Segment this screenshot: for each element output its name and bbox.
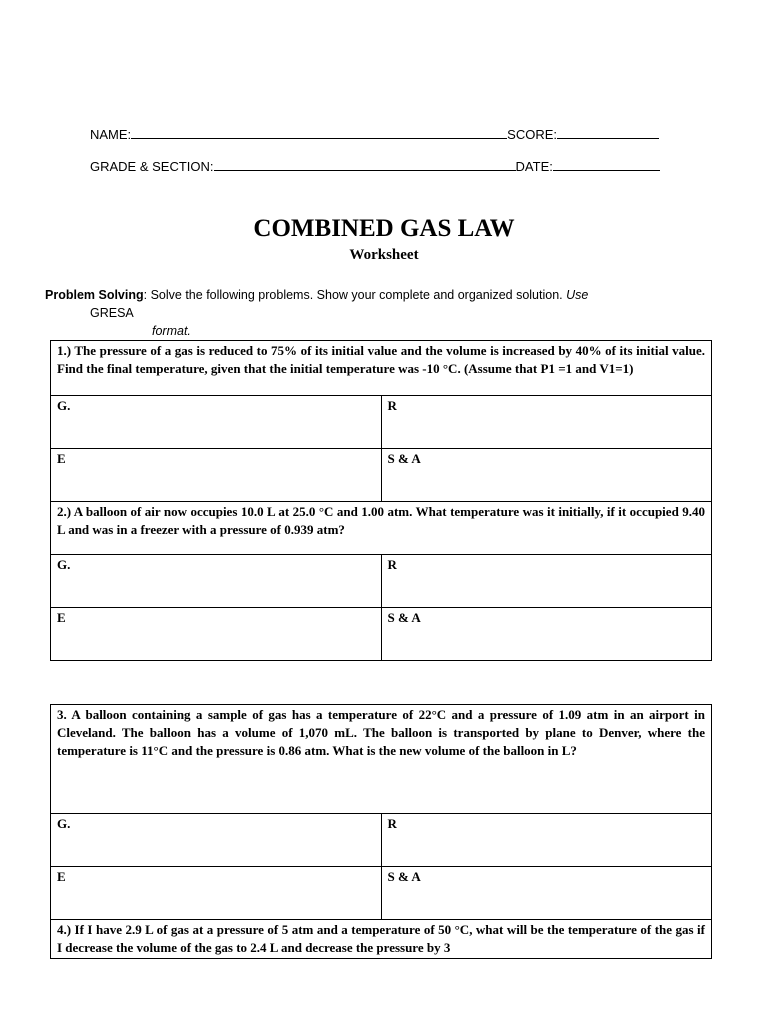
problem-3-row [51, 705, 712, 814]
given-label: G. [57, 557, 71, 572]
equation-cell[interactable] [51, 608, 382, 661]
given-label: G. [57, 816, 71, 831]
required-cell[interactable] [381, 555, 712, 608]
instructions-use: Use [566, 288, 589, 302]
grade-section-label: GRADE & SECTION: [90, 159, 214, 174]
problems-table-2 [50, 704, 712, 959]
instructions: Problem Solving: Solve the following problems. Show your complete and organized solution. Use GRESA format. [45, 286, 677, 340]
given-label: G. [57, 398, 71, 413]
required-label: R [387, 398, 397, 413]
required-label: R [387, 816, 397, 831]
grade-section-line [90, 158, 660, 174]
gresa-row [51, 396, 712, 449]
instructions-format: format. [152, 324, 191, 338]
instructions-heading: Problem Solving [45, 288, 144, 302]
equation-cell[interactable] [51, 867, 382, 920]
date-field[interactable] [553, 158, 660, 171]
solution-answer-cell[interactable] [381, 867, 712, 920]
page-title: COMBINED GAS LAW [253, 215, 515, 242]
solution-answer-label: S & A [387, 610, 421, 625]
gresa-row [51, 555, 712, 608]
problem-4-row [51, 920, 712, 959]
equation-label: E [57, 869, 66, 884]
equation-cell[interactable] [51, 449, 382, 502]
gresa-row [51, 867, 712, 920]
instructions-gresa: GRESA [90, 306, 134, 320]
instructions-text: Solve the following problems. Show your complete and organized solution. [147, 288, 567, 302]
required-cell[interactable] [381, 396, 712, 449]
problems-table-1 [50, 340, 712, 661]
grade-section-field[interactable] [214, 158, 516, 171]
name-line [90, 126, 659, 142]
given-cell[interactable] [51, 396, 382, 449]
gresa-row [51, 449, 712, 502]
equation-label: E [57, 610, 66, 625]
given-cell[interactable] [51, 814, 382, 867]
solution-answer-label: S & A [387, 451, 421, 466]
score-field[interactable] [557, 126, 659, 139]
required-label: R [387, 557, 397, 572]
gresa-row [51, 608, 712, 661]
equation-label: E [57, 451, 66, 466]
score-label: SCORE: [507, 127, 558, 142]
page-subtitle: Worksheet [349, 247, 419, 263]
gresa-row [51, 814, 712, 867]
problem-2-row [51, 502, 712, 555]
date-label: DATE: [515, 159, 553, 174]
solution-answer-label: S & A [387, 869, 421, 884]
solution-answer-cell[interactable] [381, 449, 712, 502]
given-cell[interactable] [51, 555, 382, 608]
solution-answer-cell[interactable] [381, 608, 712, 661]
problem-1-row [51, 341, 712, 396]
problem-2-text: 2.) A balloon of air now occupies 10.0 L at 25.0 °C and 1.00 atm. What temperature was it initially, if it occupied 9.40 L and was in a freezer with a pressure of 0.939 atm? [51, 502, 712, 555]
problem-1-text: 1.) The pressure of a gas is reduced to 75% of its initial value and the volume is increased by 40% of its initial value. Find the final temperature, given that the initial temperature was -10 °C. (Assume that P1 =1 and V1=1) [51, 341, 712, 396]
problem-4-text: 4.) If I have 2.9 L of gas at a pressure of 5 atm and a temperature of 50 °C, what will be the temperature of the gas if I decrease the volume of the gas to 2.4 L and decrease the pressure by 3 [51, 920, 712, 959]
problem-3-text: 3. A balloon containing a sample of gas has a temperature of 22°C and a pressure of 1.09 atm in an airport in Cleveland. The balloon has a volume of 1,070 mL. The balloon is transported by plane to Denver, where the temperature is 11°C and the pressure is 0.86 atm. What is the new volume of the balloon in L? [51, 705, 712, 814]
name-label: NAME: [90, 127, 132, 142]
name-field[interactable] [131, 126, 507, 139]
required-cell[interactable] [381, 814, 712, 867]
